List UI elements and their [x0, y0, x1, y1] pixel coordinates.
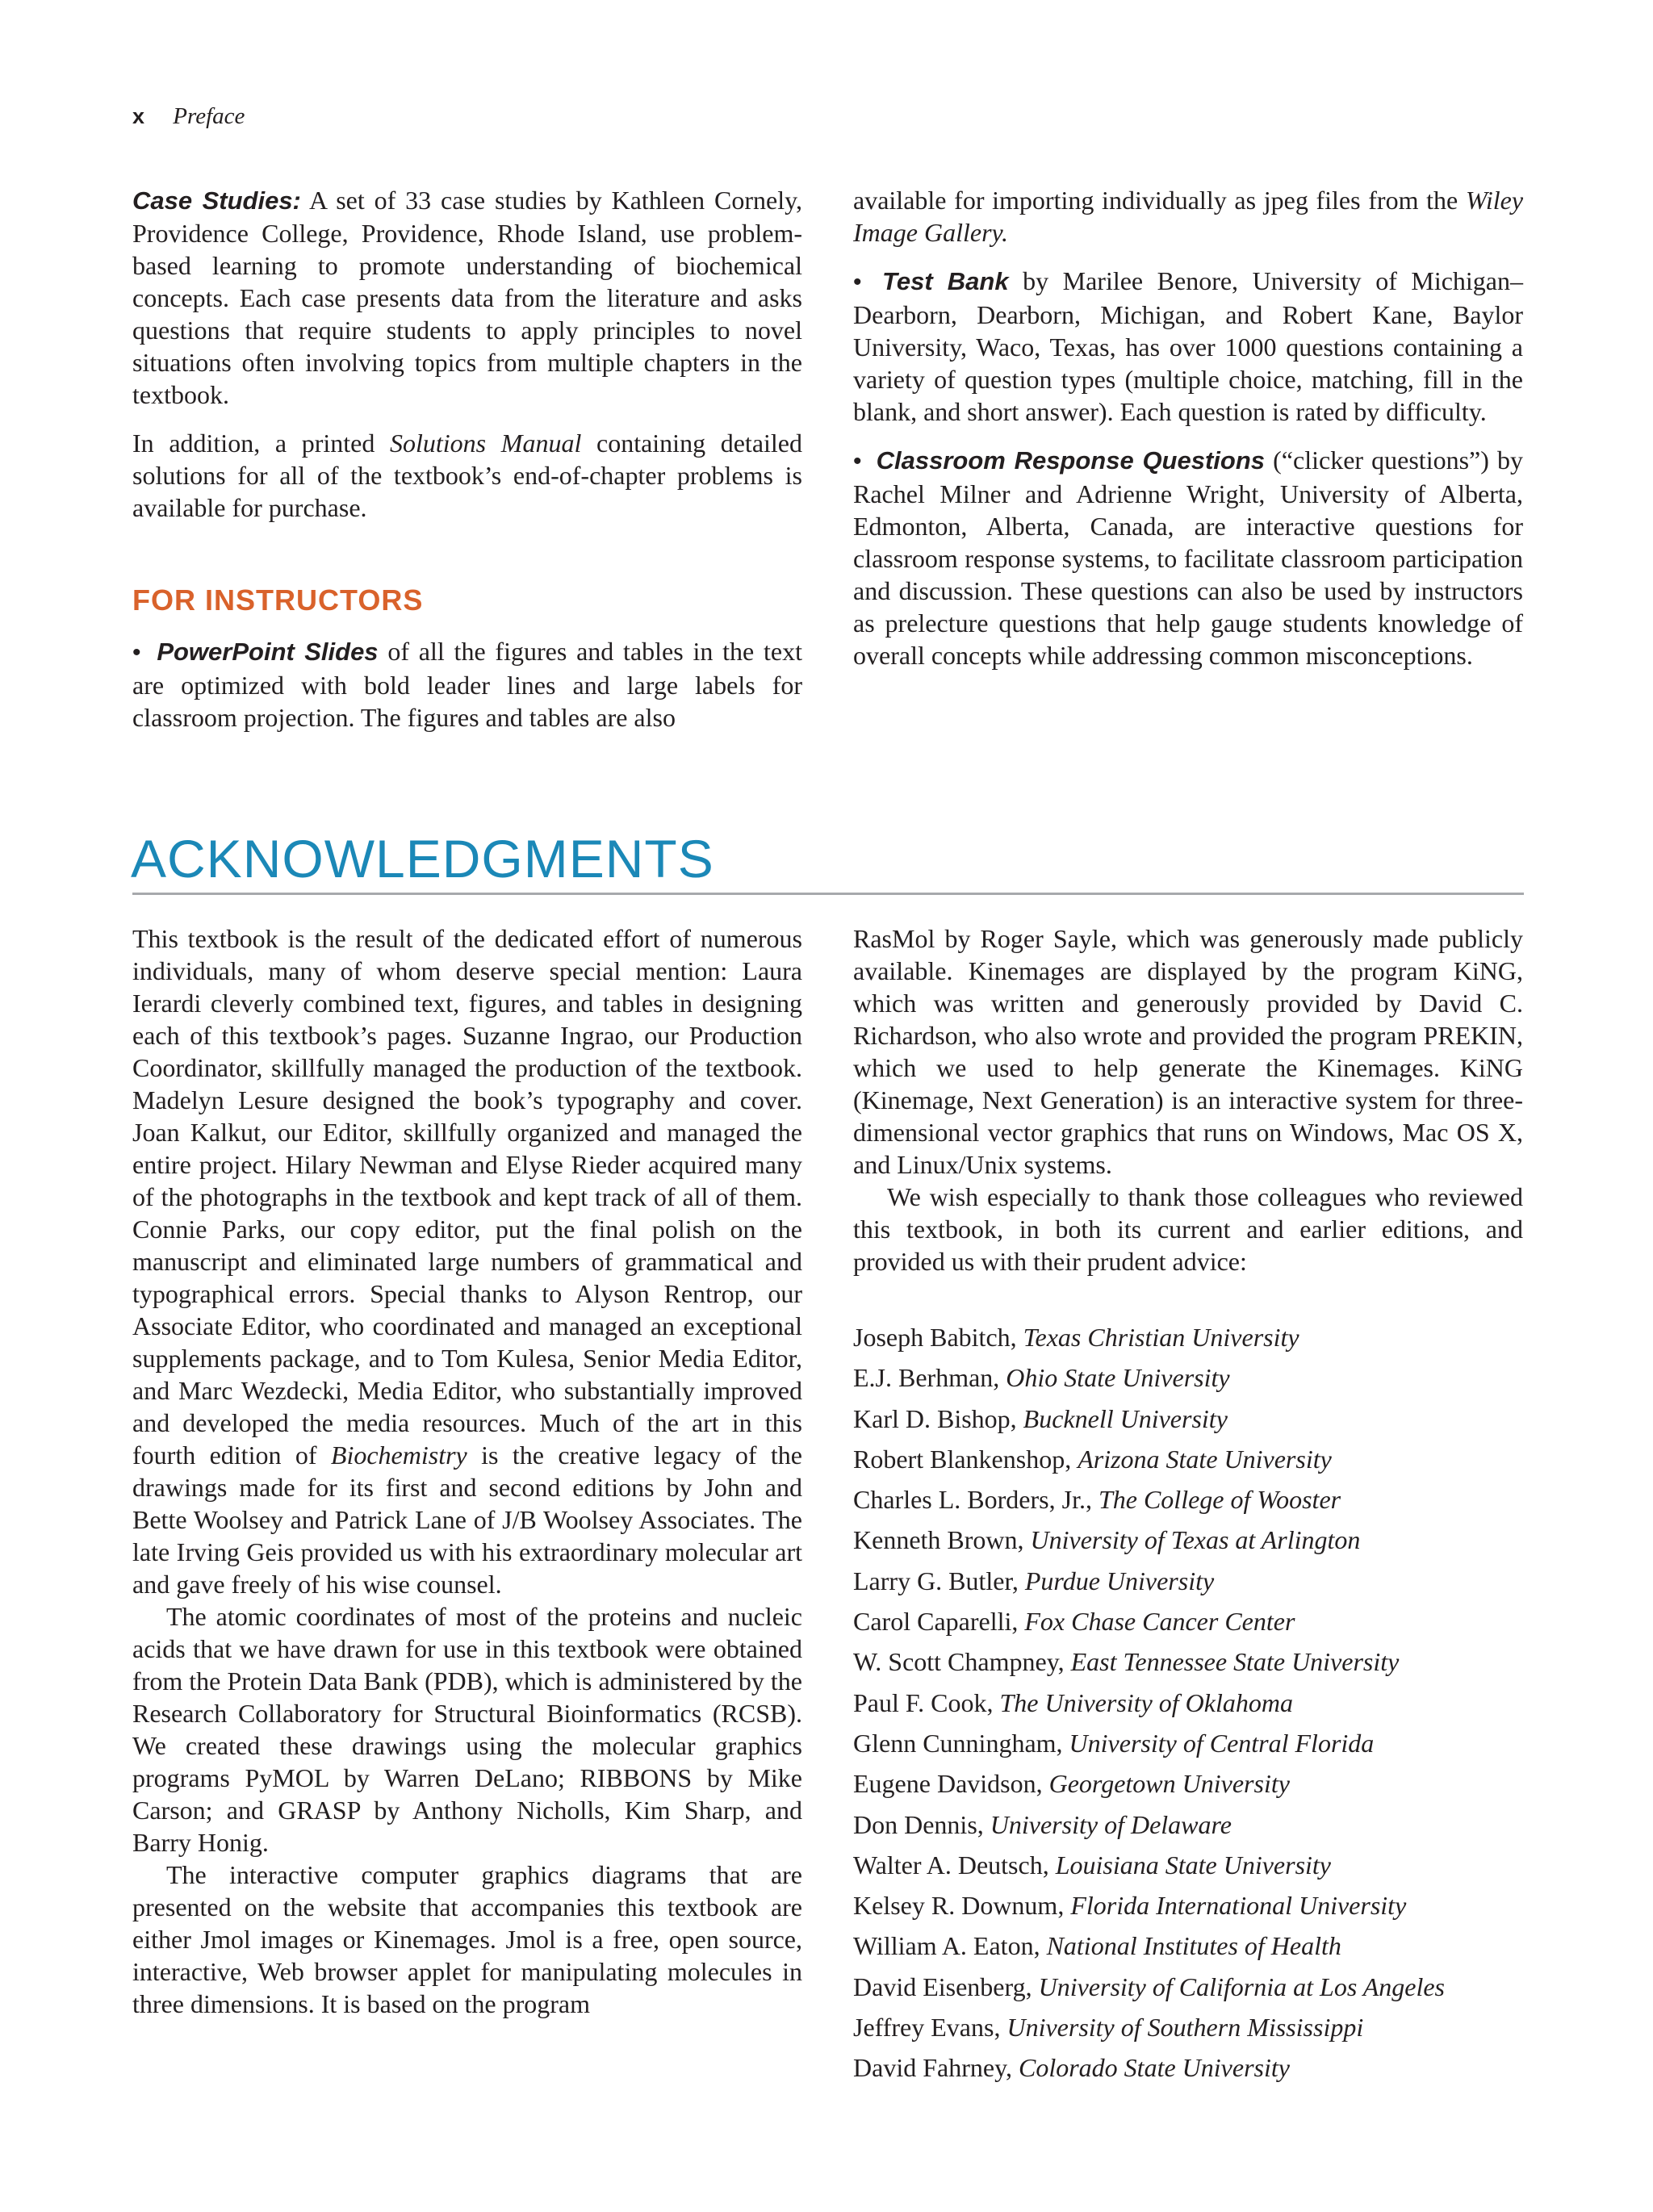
reviewer-item	[853, 1479, 1547, 1520]
bullet-icon: •	[853, 269, 862, 295]
reviewer-name: Walter A. Deutsch,	[853, 1850, 1049, 1880]
solutions-after: containing detailed solutions for all of the textbook’s end-of-chapter problems is available for purchase.	[132, 429, 802, 522]
solutions-manual-title: Solutions Manual	[390, 429, 582, 458]
bullet-icon: •	[132, 639, 141, 666]
reviewer-name: David Fahrney,	[853, 2053, 1012, 2083]
reviewer-affiliation: University of Delaware	[990, 1809, 1232, 1839]
reviewer-item	[853, 1357, 1547, 1398]
reviewer-name: Eugene Davidson,	[853, 1769, 1043, 1799]
reviewer-affiliation: Colorado State University	[1018, 2053, 1290, 2083]
reviewer-item	[853, 1317, 1547, 1357]
reviewer-item	[853, 1967, 1547, 2007]
reviewer-affiliation: Florida International University	[1070, 1891, 1407, 1921]
reviewer-name: W. Scott Champney,	[853, 1647, 1065, 1677]
reviewer-affiliation: Louisiana State University	[1055, 1850, 1331, 1880]
reviewer-item	[853, 1641, 1547, 1682]
powerpoint-continued	[853, 184, 1523, 249]
reviewer-item	[853, 1845, 1547, 1885]
reviewer-name: William A. Eaton,	[853, 1931, 1040, 1961]
acknowledgments-left-column	[132, 922, 802, 2020]
reviewer-list	[853, 1317, 1547, 2089]
running-head-section: Preface	[173, 103, 245, 129]
running-head	[132, 100, 245, 132]
reviewer-name: Carol Caparelli,	[853, 1607, 1019, 1637]
reviewer-name: Kenneth Brown,	[853, 1525, 1024, 1555]
powerpoint-paragraph	[132, 635, 802, 734]
reviewer-affiliation: Fox Chase Cancer Center	[1024, 1607, 1295, 1637]
solutions-manual-paragraph	[132, 427, 802, 524]
reviewer-name: Karl D. Bishop,	[853, 1403, 1017, 1433]
reviewer-item	[853, 1804, 1547, 1845]
reviewer-affiliation: The University of Oklahoma	[999, 1687, 1293, 1717]
reviewer-name: Glenn Cunningham,	[853, 1728, 1063, 1758]
powerpoint-text: of all the figures and tables in the text are optimized with bold leader lines and large labels for classroom projection. The figures and tables are also	[132, 637, 803, 732]
classroom-response-lead: Classroom Response Questions	[876, 446, 1266, 475]
acknowledgments-paragraph-3: The interactive computer graphics diagrams that are presented on the website that accompanies this textbook are either Jmol images or Kinemages. Jmol is a free, open source, interactive, Web browser applet for manipulating molecules in three dimensions. It is based on the program	[132, 1860, 802, 2018]
for-instructors-heading: FOR INSTRUCTORS	[132, 583, 424, 617]
reviewer-affiliation: Arizona State University	[1078, 1444, 1332, 1474]
reviewer-affiliation: Georgetown University	[1048, 1769, 1290, 1799]
acknowledgments-heading: ACKNOWLEDGMENTS	[131, 829, 714, 889]
acknowledgments-right-column	[853, 922, 1523, 1277]
acknowledgments-paragraph-2: The atomic coordinates of most of the proteins and nucleic acids that we have drawn for use in this textbook were obtained from the Protein Data Bank (PDB), which is administered by the Research Collaboratory for Structural Bioinformatics (RCSB). We created these drawings using the molecular graphics programs PyMOL by Warren DeLano; RIBBONS by Mike Carson; and GRASP by Anthony Nicholls, Kim Sharp, and Barry Honig.	[132, 1602, 802, 1857]
top-right-column	[853, 184, 1523, 671]
reviewer-name: E.J. Berhman,	[853, 1363, 1000, 1393]
acknowledgments-paragraph-4: We wish especially to thank those colleagues who reviewed this textbook, in both its current and earlier editions, and provided us with their prudent advice:	[853, 1182, 1523, 1276]
reviewer-name: Charles L. Borders, Jr.,	[853, 1485, 1092, 1515]
reviewer-item	[853, 1439, 1547, 1479]
reviewer-affiliation: Texas Christian University	[1023, 1323, 1299, 1352]
acknowledgments-paragraph-1	[132, 922, 802, 1600]
reviewer-item	[853, 2047, 1547, 2088]
ack-p1-before: This textbook is the result of the dedicated effort of numerous individuals, many of whom deserve special mention: Laura Ierardi cleverly combined text, figures, and tables in designing each of this textbook’s pages. Suzanne Ingrao, our Production Coordinator, skillfully managed the production of the textbook. Madelyn Lesure designed the book’s typography and cover. Joan Kalkut, our Editor, skillfully organized and managed the entire project. Hilary Newman and Elyse Rieder acquired many of the photographs in the textbook and kept track of all of them. Connie Parks, our copy editor, put the final polish on the manuscript and eliminated large numbers of grammatical and typographical errors. Special thanks to Alyson Rentrop, our Associate Editor, who coordinated and managed an exceptional supplements package, and to Tom Kulesa, Senior Media Editor, and Marc Wezdecki, Media Editor, who substantially improved and developed the media resources. Much of the art in this fourth edition of	[132, 924, 802, 1470]
wiley-image-gallery: Wiley Image Gallery.	[853, 186, 1524, 247]
reviewer-name: David Eisenberg,	[853, 1972, 1032, 2001]
reviewer-name: Joseph Babitch,	[853, 1323, 1017, 1352]
reviewer-name: Robert Blankenshop,	[853, 1444, 1072, 1474]
reviewer-affiliation: University of Texas at Arlington	[1030, 1525, 1361, 1555]
page-number: x	[132, 104, 145, 128]
reviewer-name: Jeffrey Evans,	[853, 2013, 1001, 2043]
reviewer-item	[853, 1561, 1547, 1601]
reviewer-item	[853, 1885, 1547, 1926]
reviewer-item	[853, 1520, 1547, 1560]
reviewer-item	[853, 2007, 1547, 2047]
ack-book-title: Biochemistry	[330, 1441, 467, 1470]
reviewer-item	[853, 1926, 1547, 1966]
for-instructors-column	[132, 635, 802, 734]
reviewer-item	[853, 1723, 1547, 1763]
reviewer-item	[853, 1683, 1547, 1723]
case-studies-text: A set of 33 case studies by Kathleen Cornely, Providence College, Providence, Rhode Island, use problem-based learning to promote understanding of biochemical concepts. Each case presents data from the literature and asks questions that require students to apply principles to novel situations often involving topics from multiple chapters in the textbook.	[132, 186, 803, 409]
reviewer-affiliation: The College of Wooster	[1098, 1485, 1341, 1515]
reviewer-item	[853, 1601, 1547, 1641]
reviewer-affiliation: University of Central Florida	[1069, 1728, 1375, 1758]
test-bank-text: by Marilee Benore, University of Michigan–Dearborn, Dearborn, Michigan, and Robert Kane, Baylor University, Waco, Texas, has over 1000 questions containing a variety of question types (multiple choice, matching, fill in the blank, and short answer). Each question is rated by difficulty.	[853, 266, 1524, 426]
reviewer-affiliation: Ohio State University	[1006, 1363, 1230, 1393]
acknowledgments-paragraph-3-continued: RasMol by Roger Sayle, which was generously made publicly available. Kinemages are displayed by the program KiNG, which was written and generously provided by David C. Richardson, who also wrote and provided the program PREKIN, which we used to help generate the Kinemages. KiNG (Kinemage, Next Generation) is an interactive system for three-dimensional vector graphics that runs on Windows, Mac OS X, and Linux/Unix systems.	[853, 924, 1523, 1179]
reviewer-item	[853, 1763, 1547, 1804]
test-bank-lead: Test Bank	[882, 267, 1009, 295]
reviewer-affiliation: University of Southern Mississippi	[1006, 2013, 1364, 2043]
powerpoint-cont-text: available for importing individually as jpeg files from the	[853, 186, 1458, 215]
reviewer-item	[853, 1399, 1547, 1439]
bullet-icon: •	[853, 448, 862, 475]
reviewer-name: Larry G. Butler,	[853, 1566, 1019, 1595]
case-studies-paragraph	[132, 184, 802, 411]
ack-p1-after: is the creative legacy of the drawings made for its first and second editions by John and Bette Woolsey and Patrick Lane of J/B Woolsey Associates. The late Irving Geis provided us with his extraordinary molecular art and gave freely of his wise counsel.	[132, 1441, 803, 1599]
reviewer-affiliation: East Tennessee State University	[1070, 1647, 1400, 1677]
reviewer-name: Don Dennis,	[853, 1809, 984, 1839]
reviewer-affiliation: Purdue University	[1024, 1566, 1215, 1595]
classroom-response-text: (“clicker questions”) by Rachel Milner and Adrienne Wright, University of Alberta, Edmonton, Alberta, Canada, are interactive questions for classroom response systems, to facilitate classroom participation and discussion. These questions can also be used by instructors as prelecture questions that help gauge students knowledge of overall concepts while addressing common misconceptions.	[853, 445, 1524, 670]
reviewer-name: Kelsey R. Downum,	[853, 1891, 1065, 1921]
case-studies-lead: Case Studies:	[132, 186, 301, 215]
heading-divider	[132, 893, 1524, 895]
reviewer-name: Paul F. Cook,	[853, 1687, 994, 1717]
test-bank-paragraph	[853, 265, 1523, 428]
solutions-before: In addition, a printed	[132, 429, 375, 458]
classroom-response-paragraph	[853, 444, 1523, 671]
reviewer-affiliation: University of California at Los Angeles	[1038, 1972, 1445, 2001]
reviewer-affiliation: Bucknell University	[1023, 1403, 1228, 1433]
top-left-column	[132, 184, 802, 524]
powerpoint-lead: PowerPoint Slides	[157, 638, 379, 666]
reviewer-affiliation: National Institutes of Health	[1046, 1931, 1341, 1961]
